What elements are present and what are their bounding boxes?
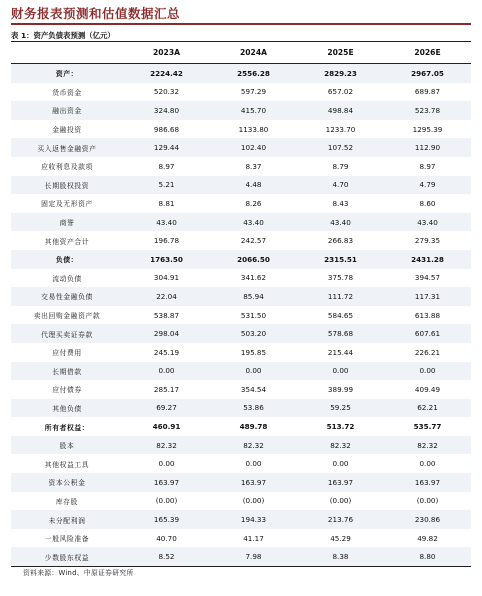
row-value-2025e: 0.00 [297,362,384,381]
row-value-2026e: 226.21 [414,347,441,357]
row-label: 代理买卖证券款 [11,324,123,343]
row-value-2025e: 215.44 [327,347,354,357]
row-value-2023a: 986.68 [153,124,180,134]
row-value-2025e: 8.43 [332,198,349,208]
table-row [11,101,471,120]
row-value-2025e: 163.97 [297,473,384,492]
row-value-2023a: 8.52 [123,547,210,566]
balance-sheet-table-container [11,41,471,567]
row-label: 少数股东权益 [11,547,123,566]
row-value-2024a: 8.37 [245,161,262,171]
row-value-2024a: 531.50 [240,310,267,320]
row-label: 长期借款 [11,362,123,381]
row-value-2026e: 1295.39 [412,124,443,134]
header-row [11,42,471,64]
row-label: 融出资金 [11,101,123,120]
row-value-2023a: 8.81 [158,198,175,208]
row-value-2026e: 535.77 [413,422,442,432]
row-value-2025e: 0.00 [332,459,349,469]
row-value-2026e: 8.97 [419,161,436,171]
table-row [11,194,471,213]
table-row [11,231,471,250]
row-value-2024a: (0.00) [242,496,265,506]
row-value-2025e: 43.40 [297,213,384,232]
row-value-2024a: 354.54 [240,384,267,394]
row-value-2025e: 513.72 [326,422,355,432]
row-value-2026e: 2431.28 [384,250,471,269]
row-value-2024a: 341.62 [240,273,267,283]
row-value-2024a: 85.94 [210,287,297,306]
header-cell-2024a: 2024A [210,42,297,64]
row-value-2024a: 82.32 [210,436,297,455]
table-row [11,436,471,455]
row-value-2026e: 117.31 [384,287,471,306]
header-cell-2026e: 2026E [384,42,471,64]
row-value-2024a: 53.86 [210,399,297,418]
row-value-2024a: 2556.28 [210,64,297,83]
row-value-2023a: 245.19 [153,347,180,357]
row-label: 其他资产合计 [44,237,90,246]
row-label: 商誉 [11,213,123,232]
row-value-2026e: 112.90 [384,138,471,157]
row-value-2024a: 242.57 [240,236,267,246]
row-value-2025e: 584.65 [327,310,354,320]
row-label: 应收利息及款项 [41,163,93,172]
row-value-2025e: 498.84 [297,101,384,120]
row-value-2023a: 129.44 [123,138,210,157]
table-row [11,362,471,381]
row-value-2023a: 69.27 [123,399,210,418]
row-value-2023a: 8.97 [158,161,175,171]
row-label: 其他权益工具 [44,460,90,469]
row-value-2023a: (0.00) [155,496,178,506]
row-label: 资本公积金 [11,473,123,492]
row-value-2024a: 102.40 [210,138,297,157]
row-value-2023a: 298.04 [123,324,210,343]
row-value-2026e: 82.32 [384,436,471,455]
row-value-2024a: 503.20 [210,324,297,343]
row-label: 股本 [11,436,123,455]
row-label: 长期股权投资 [11,176,123,195]
table-row [11,250,471,269]
row-value-2024a: 7.98 [210,547,297,566]
row-value-2025e: 8.79 [332,161,349,171]
row-value-2024a: 597.29 [240,87,267,97]
row-label: 买入返售金融资产 [11,138,123,157]
row-value-2024a: 415.70 [210,101,297,120]
header-cell-2023a: 2023A [123,42,210,64]
row-label: 负债： [11,250,123,269]
table-row [11,157,471,176]
row-label: 一般风险准备 [44,535,90,544]
row-value-2026e: 163.97 [384,473,471,492]
row-value-2026e: 523.78 [384,101,471,120]
row-value-2025e: 4.70 [297,176,384,195]
table-row [11,417,471,436]
row-value-2026e: 607.61 [384,324,471,343]
row-label: 应付费用 [52,349,82,358]
row-label: 卖出回购金融资产款 [33,312,101,321]
row-label: 固定及无形资产 [41,200,93,209]
table-row [11,492,471,511]
row-value-2025e: 2315.51 [297,250,384,269]
row-value-2025e: 578.68 [297,324,384,343]
row-value-2023a: 0.00 [158,459,175,469]
row-value-2025e: 657.02 [327,87,354,97]
row-value-2026e: 62.21 [384,399,471,418]
row-value-2026e: 279.35 [414,236,441,246]
row-value-2026e: 230.86 [384,510,471,529]
table-row [11,64,471,83]
row-value-2024a: 43.40 [210,213,297,232]
row-value-2026e: (0.00) [416,496,439,506]
row-label: 货币资金 [52,88,82,97]
row-value-2024a: 194.33 [210,510,297,529]
table-row [11,269,471,288]
row-label: 未分配利润 [11,510,123,529]
table-row [11,547,471,566]
table-row [11,176,471,195]
row-value-2023a: 285.17 [153,384,180,394]
row-label: 库存股 [55,497,79,506]
row-value-2023a: 0.00 [123,362,210,381]
row-label: 流动负债 [52,274,82,283]
row-value-2023a: 2224.42 [123,64,210,83]
row-value-2023a: 1763.50 [123,250,210,269]
row-value-2023a: 196.78 [153,236,180,246]
row-label: 交易性金融负债 [11,287,123,306]
source-note: 资料来源：Wind、中原证券研究所 [23,569,134,577]
row-value-2025e: 266.83 [327,236,354,246]
table-title: 表 1：资产负债表预测（亿元） [11,31,115,40]
row-value-2023a: 304.91 [153,273,180,283]
heading-divider [11,23,471,25]
row-value-2023a: 460.91 [152,422,181,432]
row-value-2023a: 165.39 [123,510,210,529]
row-value-2026e: 49.82 [417,533,438,543]
row-label: 其他负债 [11,399,123,418]
row-value-2025e: 389.99 [327,384,354,394]
table-row [11,138,471,157]
row-value-2026e: 2967.05 [384,64,471,83]
table-row [11,306,471,325]
row-value-2026e: 43.40 [384,213,471,232]
header-cell-label [11,42,123,64]
row-value-2023a: 538.87 [153,310,180,320]
table-row [11,454,471,473]
table-row [11,473,471,492]
row-value-2025e: (0.00) [329,496,352,506]
row-value-2024a: 0.00 [210,362,297,381]
row-value-2026e: 613.88 [414,310,441,320]
row-value-2025e: 1233.70 [325,124,356,134]
table-row [11,529,471,548]
row-value-2025e: 213.76 [297,510,384,529]
row-value-2024a: 4.48 [210,176,297,195]
row-value-2023a: 22.04 [123,287,210,306]
row-value-2025e: 111.72 [297,287,384,306]
table-header [11,42,471,64]
row-value-2025e: 107.52 [297,138,384,157]
row-label: 所有者权益： [44,423,90,432]
row-label: 金融投资 [52,126,82,135]
row-value-2025e: 59.25 [297,399,384,418]
row-value-2025e: 2829.23 [297,64,384,83]
row-value-2024a: 195.85 [240,347,267,357]
row-value-2023a: 520.32 [153,87,180,97]
row-value-2025e: 45.29 [330,533,351,543]
row-value-2025e: 8.38 [297,547,384,566]
row-value-2023a: 5.21 [123,176,210,195]
row-value-2024a: 41.17 [243,533,264,543]
row-value-2025e: 375.78 [327,273,354,283]
row-value-2025e: 82.32 [297,436,384,455]
row-value-2026e: 409.49 [414,384,441,394]
row-value-2024a: 163.97 [210,473,297,492]
table-row [11,213,471,232]
balance-sheet-table [11,41,471,567]
section-heading: 财务报表预测和估值数据汇总 [11,6,181,21]
row-value-2026e: 0.00 [384,362,471,381]
table-row [11,83,471,102]
row-value-2026e: 4.79 [384,176,471,195]
table-row [11,380,471,399]
header-cell-2025e: 2025E [297,42,384,64]
table-row [11,510,471,529]
row-label: 应付债券 [52,386,82,395]
table-row [11,324,471,343]
row-value-2024a: 8.26 [245,198,262,208]
row-value-2024a: 489.78 [239,422,268,432]
row-value-2026e: 394.57 [414,273,441,283]
row-value-2026e: 8.60 [419,198,436,208]
row-value-2023a: 324.80 [123,101,210,120]
table-row [11,287,471,306]
table-row [11,343,471,362]
row-value-2024a: 0.00 [245,459,262,469]
row-value-2026e: 0.00 [419,459,436,469]
row-value-2023a: 82.32 [123,436,210,455]
row-value-2026e: 8.80 [384,547,471,566]
table-row [11,120,471,139]
table-body [11,64,471,567]
row-value-2023a: 40.70 [156,533,177,543]
row-value-2024a: 1133.80 [238,124,269,134]
row-label: 资产： [11,64,123,83]
row-value-2026e: 689.87 [414,87,441,97]
table-row [11,399,471,418]
row-value-2023a: 163.97 [123,473,210,492]
row-value-2024a: 2066.50 [210,250,297,269]
row-value-2023a: 43.40 [123,213,210,232]
